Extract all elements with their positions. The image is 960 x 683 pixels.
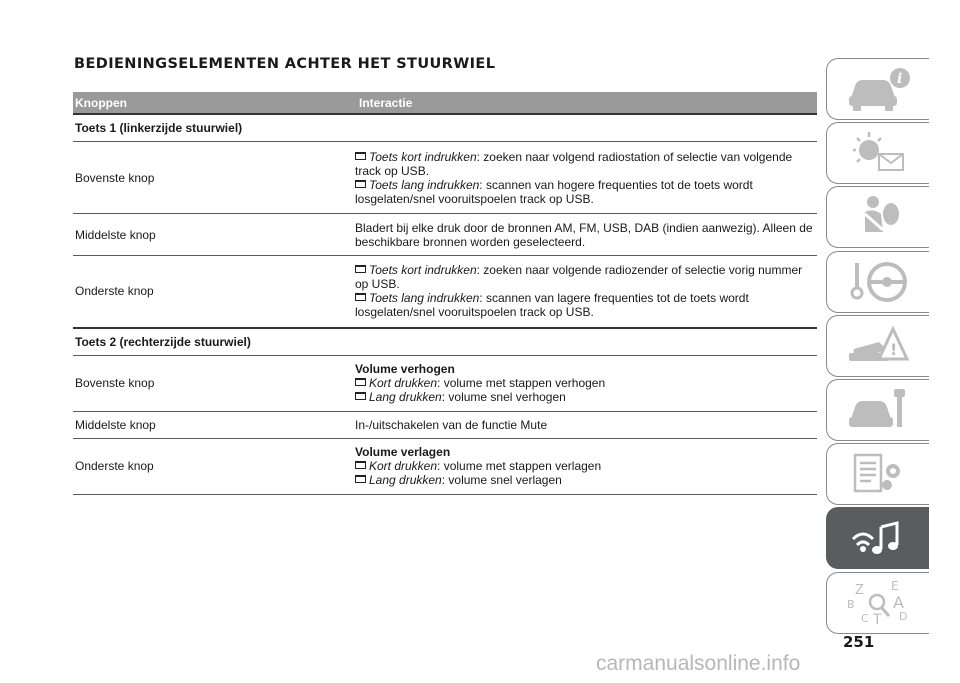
table-row <box>73 355 817 411</box>
column-header-interaction: Interactie <box>351 92 817 114</box>
column-header-buttons: Knoppen <box>73 92 351 114</box>
multimedia-icon <box>843 513 913 563</box>
index-letter: D <box>899 609 908 623</box>
interaction-cell: Bladert bij elke druk door de bronnen AM, FM, USB, DAB (indien aanwezig). Alleen de beschikbare bronnen worden geselecteerd. <box>351 214 817 256</box>
button-name: Middelste knop <box>73 214 351 256</box>
table-row <box>73 256 817 328</box>
index-letter: E <box>891 578 899 593</box>
tab-multimedia[interactable] <box>826 507 929 569</box>
safety-airbag-icon <box>843 192 913 242</box>
button-name: Onderste knop <box>73 438 351 494</box>
index-icon <box>843 578 913 628</box>
table-row <box>73 214 817 256</box>
technical-data-icon <box>843 449 913 499</box>
interaction-cell: Toets kort indrukken: zoeken naar volgend radiostation of selectie van volgende track op USB. Toets lang indrukken: scannen van hogere frequenties tot de toets wordt losgelaten/snel vooruitspoelen track op USB. <box>351 142 817 214</box>
controls-table <box>73 92 817 495</box>
interaction-cell: Volume verlagen Kort drukken: volume met stappen verlagen Lang drukken: volume snel verlagen <box>351 438 817 494</box>
bullet-icon <box>355 152 366 160</box>
steering-key-icon <box>843 257 913 307</box>
bullet-icon <box>355 378 366 386</box>
maintenance-icon <box>843 385 913 435</box>
emergency-icon <box>843 321 913 371</box>
tab-warning-lights[interactable] <box>826 122 929 184</box>
tab-safety[interactable] <box>826 186 929 248</box>
svg-text:!: ! <box>890 339 898 359</box>
button-name: Onderste knop <box>73 256 351 328</box>
bullet-icon <box>355 475 366 483</box>
car-info-icon <box>843 64 913 114</box>
tab-steering[interactable] <box>826 251 929 313</box>
bullet-icon <box>355 392 366 400</box>
bullet-icon <box>355 293 366 301</box>
index-letter: T <box>873 611 882 628</box>
tab-car-info[interactable] <box>826 58 929 120</box>
button-name: Bovenste knop <box>73 355 351 411</box>
group-heading-right: Toets 2 (rechterzijde stuurwiel) <box>73 328 817 356</box>
page-title: BEDIENINGSELEMENTEN ACHTER HET STUURWIEL <box>74 56 496 72</box>
table-row <box>73 142 817 214</box>
bullet-icon <box>355 265 366 273</box>
index-letter: A <box>893 592 904 612</box>
tab-technical-data[interactable] <box>826 443 929 505</box>
interaction-cell: In-/uitschakelen van de functie Mute <box>351 411 817 438</box>
index-letter: B <box>847 597 855 611</box>
interaction-cell: Volume verhogen Kort drukken: volume met stappen verhogen Lang drukken: volume snel verhogen <box>351 355 817 411</box>
tab-emergency[interactable] <box>826 315 929 377</box>
index-letter: Z <box>855 582 864 598</box>
chapter-sidebar <box>826 58 929 636</box>
warning-lights-icon <box>843 128 913 178</box>
svg-text:i: i <box>897 71 903 87</box>
tab-index[interactable] <box>826 572 929 634</box>
page-number: 251 <box>843 633 875 651</box>
button-name: Bovenste knop <box>73 142 351 214</box>
interaction-cell: Toets kort indrukken: zoeken naar volgende radiozender of selectie vorig nummer op USB. Toets lang indrukken: scannen van lagere frequenties tot de toets wordt losgelaten/snel vooruitspoelen track op USB. <box>351 256 817 328</box>
bullet-icon <box>355 180 366 188</box>
group-heading-left: Toets 1 (linkerzijde stuurwiel) <box>73 114 817 142</box>
bullet-icon <box>355 461 366 469</box>
tab-maintenance[interactable] <box>826 379 929 441</box>
watermark: carmanualsonline.info <box>596 652 801 675</box>
index-letter: C <box>861 611 869 625</box>
table-row <box>73 411 817 438</box>
button-name: Middelste knop <box>73 411 351 438</box>
table-row <box>73 438 817 494</box>
